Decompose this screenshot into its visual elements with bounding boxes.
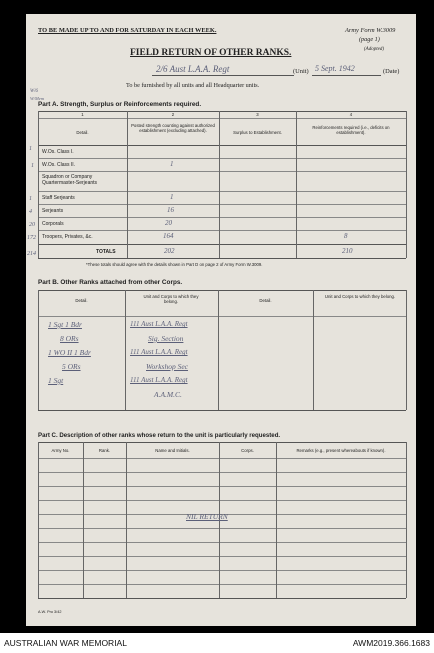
form-id: Army Form W.3009 bbox=[345, 27, 396, 34]
top-note: TO BE MADE UP TO AND FOR SATURDAY IN EACH WEEK. bbox=[38, 27, 217, 34]
totals-reinf: 210 bbox=[342, 247, 353, 255]
b-unit-5: 111 Aust L.A.A. Regt bbox=[130, 376, 188, 384]
part-b-header-unit-1: Unit and Corps to which they belong. bbox=[143, 294, 199, 304]
unit-value: 2/6 Aust L.A.A. Regt bbox=[156, 64, 230, 74]
date-underline bbox=[312, 75, 381, 76]
part-c-header-remarks: Remarks (e.g., present whereabouts if known). bbox=[296, 448, 386, 453]
b-detail-5: 1 Sgt bbox=[48, 376, 64, 385]
part-b-title: Part B. Other Ranks attached from other Corps. bbox=[38, 279, 183, 286]
margin-note-2: W/Mem bbox=[30, 96, 44, 101]
margin-mark-a: 1 bbox=[29, 146, 32, 152]
row-sjts: Serjeants bbox=[42, 208, 64, 214]
b-detail-1: 1 Sgt 1 Bdr bbox=[48, 320, 82, 329]
margin-mark-d: 4 bbox=[29, 209, 32, 215]
b-detail-4: 5 ORs bbox=[62, 362, 81, 371]
part-c-header-corps: Corps. bbox=[241, 448, 254, 453]
part-a-colnum-2: 2 bbox=[171, 112, 175, 117]
furnish-note: To be furnished by all units and all Headquarter units. bbox=[126, 82, 260, 89]
part-b-header-detail-1: Detail. bbox=[75, 298, 88, 303]
form-sheet bbox=[26, 14, 416, 626]
posted-wo2: 1 bbox=[170, 160, 174, 168]
margin-mark-e: 20 bbox=[29, 222, 35, 228]
margin-mark-b: 1 bbox=[31, 163, 34, 169]
form-page: (page 1) bbox=[359, 36, 380, 43]
form-title: FIELD RETURN OF OTHER RANKS. bbox=[130, 48, 292, 58]
footer-institution: AUSTRALIAN WAR MEMORIAL bbox=[4, 638, 127, 648]
row-troopers: Troopers, Privates, &c. bbox=[42, 234, 93, 240]
row-cpls: Corporals bbox=[42, 221, 64, 227]
unit-label: (Unit) bbox=[293, 68, 309, 75]
part-b-header-unit-2: Unit and Corps to which they belong. bbox=[324, 294, 396, 299]
date-value: 5 Sept. 1942 bbox=[315, 64, 355, 73]
totals-label: TOTALS bbox=[96, 249, 116, 255]
part-a-header-detail: Detail. bbox=[76, 130, 89, 135]
b-unit-1: 111 Aust L.A.A. Regt bbox=[130, 320, 188, 328]
posted-troopers: 164 bbox=[163, 232, 174, 240]
posted-sjts: 16 bbox=[167, 206, 174, 214]
part-a-header-surplus: Surplus to Establishment. bbox=[233, 130, 282, 135]
part-b-header-detail-2: Detail. bbox=[259, 298, 272, 303]
part-a-header-reinf: Reinforcements required (i.e., deficits on establishment). bbox=[312, 125, 390, 135]
b-unit-3: 111 Aust L.A.A. Regt bbox=[130, 348, 188, 356]
posted-cpls: 20 bbox=[165, 219, 172, 227]
row-wo-class-2: W.Os. Class II. bbox=[42, 162, 76, 168]
row-wo-class-1: W.Os. Class I. bbox=[42, 149, 74, 155]
nil-return: NIL RETURN bbox=[186, 512, 228, 521]
part-a-colnum-1: 1 bbox=[81, 112, 84, 117]
part-c-header-army-no: Army No. bbox=[51, 448, 70, 453]
margin-mark-f: 172 bbox=[27, 235, 36, 241]
margin-note-1: W/6 bbox=[30, 89, 39, 94]
row-cqms: Squadron or Company Quartermaster-Serjeants bbox=[42, 174, 98, 186]
footer-catalog-id: AWM2019.366.1683 bbox=[352, 638, 430, 648]
part-a-colnum-3: 3 bbox=[256, 112, 259, 117]
adopted-note: (Adopted) bbox=[364, 47, 384, 52]
part-c-header-name: Name and Initials. bbox=[155, 448, 190, 453]
b-unit-6: A.A.M.C. bbox=[154, 390, 182, 399]
totals-posted: 202 bbox=[164, 247, 175, 255]
archive-footer bbox=[0, 633, 434, 653]
part-c-header-rank: Rank. bbox=[98, 448, 111, 453]
b-unit-2: Sig. Section bbox=[148, 334, 184, 343]
part-a-footnote: *These totals should agree with the details shown in Part D on page 2 of Army Form W.3009. bbox=[86, 262, 263, 267]
date-label: (Date) bbox=[383, 68, 400, 75]
part-a-colnum-4: 4 bbox=[349, 112, 353, 117]
print-code: A.W. Pro 3/42 bbox=[38, 610, 62, 614]
b-detail-2: 8 ORs bbox=[60, 334, 79, 343]
posted-staff-sjts: 1 bbox=[170, 193, 174, 201]
row-staff-sjts: Staff Serjeants bbox=[42, 195, 75, 201]
reinf-troopers: 8 bbox=[344, 232, 348, 240]
b-unit-4: Workshop Sec bbox=[146, 362, 189, 371]
part-a-header-posted: Posted strength counting against authorized establishment (excluding attached). bbox=[131, 123, 215, 133]
part-a-title: Part A. Strength, Surplus or Reinforcements required. bbox=[38, 101, 202, 108]
b-detail-3: 1 WO II 1 Bdr bbox=[48, 348, 91, 357]
margin-mark-c: 1 bbox=[29, 196, 32, 202]
part-c-title: Part C. Description of other ranks whose return to the unit is particularly requested. bbox=[38, 432, 281, 439]
margin-mark-g: 214 bbox=[27, 251, 36, 257]
unit-underline bbox=[152, 75, 294, 76]
